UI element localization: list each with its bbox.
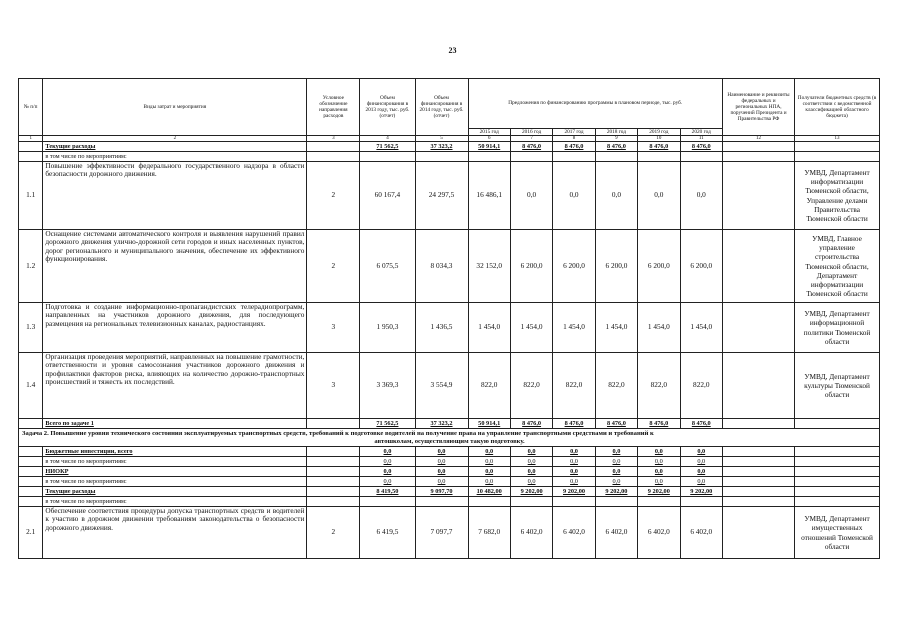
cell-value: 0,0 bbox=[415, 477, 468, 487]
table-row bbox=[19, 507, 880, 559]
cell-value: 0,0 bbox=[360, 477, 415, 487]
task-heading-line: Задача 2. Повышение уровня технического состояния эксплуатируемых транспортных средств, требований к подготовке водителей на получение права на управление транспортными средствами и требований к bbox=[22, 430, 654, 437]
cell-value: 71 562,5 bbox=[360, 419, 415, 429]
cell-value: 0,0 bbox=[360, 447, 415, 457]
table-row bbox=[19, 353, 880, 419]
cell-value: 3 369,3 bbox=[360, 353, 415, 419]
recipient: УМВД, Департамент культуры Тюменской области bbox=[795, 353, 880, 419]
recipient: УМВД, Департамент информатизации Тюменской области, Управление делами Правительства Тюменской области bbox=[795, 162, 880, 230]
cell-value: 6 200,0 bbox=[638, 230, 680, 303]
col-number: 3 bbox=[307, 136, 360, 142]
cell-value: 0,0 bbox=[595, 447, 637, 457]
cell-value: 8 476,0 bbox=[680, 419, 722, 429]
row-label: в том числе по мероприятиям: bbox=[43, 457, 307, 467]
cell-value: 1 454,0 bbox=[553, 303, 595, 353]
recipient: УМВД, Департамент имущественных отношений Тюменской области bbox=[795, 507, 880, 559]
row-label: Текущие расходы bbox=[43, 142, 307, 152]
cell-value: 32 152,0 bbox=[468, 230, 510, 303]
cell-value: 0,0 bbox=[680, 447, 722, 457]
cell-value: 0,0 bbox=[553, 477, 595, 487]
page-number: 23 bbox=[448, 46, 457, 55]
cell-value: 6 419,5 bbox=[360, 507, 415, 559]
cell-value: 0,0 bbox=[680, 457, 722, 467]
cell-value: 0,0 bbox=[510, 457, 552, 467]
cell-value: 1 950,3 bbox=[360, 303, 415, 353]
cell-value: 1 436,5 bbox=[415, 303, 468, 353]
cell-value: 0,0 bbox=[553, 162, 595, 230]
cell-value: 6 200,0 bbox=[595, 230, 637, 303]
row-text: Обеспечение соответствия процедуры допуска транспортных средств и водителей к участию в дорожном движении требованиям законодательства о безопасности дорожного движения. bbox=[43, 507, 307, 559]
table-row bbox=[19, 487, 880, 497]
cell-value: 0,0 bbox=[510, 162, 552, 230]
cell-value: 0,0 bbox=[638, 477, 680, 487]
cell-value: 0,0 bbox=[680, 467, 722, 477]
col-number: 4 bbox=[360, 136, 415, 142]
cell-value: 9 202,00 bbox=[510, 487, 552, 497]
cell-value: 0,0 bbox=[595, 162, 637, 230]
cell-value: 24 297,5 bbox=[415, 162, 468, 230]
cell-value: 0,0 bbox=[553, 447, 595, 457]
cell-value: 0,0 bbox=[468, 457, 510, 467]
cell-value: 0,0 bbox=[638, 467, 680, 477]
col-number: 8 bbox=[553, 136, 595, 142]
table-row bbox=[19, 447, 880, 457]
cell-value: 7 097,7 bbox=[415, 507, 468, 559]
header-year: 2016 год bbox=[510, 129, 552, 136]
cell-value: 37 323,2 bbox=[415, 142, 468, 152]
header-2014: Объем финансирования в 2014 году, тыс. руб. (отчет) bbox=[415, 79, 468, 136]
cell-value: 8 476,0 bbox=[595, 419, 637, 429]
cell-value: 8 476,0 bbox=[553, 419, 595, 429]
table-row bbox=[19, 477, 880, 487]
table-row bbox=[19, 303, 880, 353]
row-label: в том числе по мероприятиям: bbox=[43, 477, 307, 487]
table-row bbox=[19, 429, 880, 447]
col-number: 5 bbox=[415, 136, 468, 142]
row-code: 2 bbox=[307, 507, 360, 559]
recipient: УМВД, Департамент информационной политики Тюменской области bbox=[795, 303, 880, 353]
row-label: Текущие расходы bbox=[43, 487, 307, 497]
cell-value: 6 200,0 bbox=[680, 230, 722, 303]
cell-value: 8 476,0 bbox=[638, 419, 680, 429]
cell-value: 0,0 bbox=[510, 467, 552, 477]
cell-value: 8 476,0 bbox=[510, 419, 552, 429]
cell-value: 6 402,0 bbox=[510, 507, 552, 559]
cell-value: 0,0 bbox=[510, 477, 552, 487]
cell-value: 8 476,0 bbox=[510, 142, 552, 152]
header-num: № п/п bbox=[19, 79, 43, 136]
header-requisites: Наименование и реквизиты федеральных и региональных НПА, поручений Президента и Правительства РФ bbox=[722, 79, 794, 136]
table-row bbox=[19, 457, 880, 467]
row-number: 1.2 bbox=[19, 230, 43, 303]
cell-value: 0,0 bbox=[415, 467, 468, 477]
cell-value: 0,0 bbox=[595, 477, 637, 487]
col-number: 1 bbox=[19, 136, 43, 142]
header-kind: Виды затрат и мероприятия bbox=[43, 79, 307, 136]
col-number: 6 bbox=[468, 136, 510, 142]
header-code: Условное обозначение направления расходов bbox=[307, 79, 360, 136]
cell-value: 822,0 bbox=[680, 353, 722, 419]
cell-value: 9 202,00 bbox=[638, 487, 680, 497]
col-number: 2 bbox=[43, 136, 307, 142]
table-row bbox=[19, 497, 880, 507]
cell-value: 1 454,0 bbox=[595, 303, 637, 353]
cell-value: 50 914,1 bbox=[468, 419, 510, 429]
row-code: 3 bbox=[307, 303, 360, 353]
cell-value: 8 476,0 bbox=[595, 142, 637, 152]
col-number: 11 bbox=[680, 136, 722, 142]
cell-value: 9 202,00 bbox=[553, 487, 595, 497]
cell-value: 6 402,0 bbox=[680, 507, 722, 559]
cell-value: 0,0 bbox=[680, 477, 722, 487]
cell-value: 0,0 bbox=[638, 162, 680, 230]
cell-value: 37 323,2 bbox=[415, 419, 468, 429]
cell-value: 0,0 bbox=[680, 162, 722, 230]
task-heading-line: автошколам, осуществляющим такую подготовку. bbox=[374, 437, 525, 445]
cell-value: 7 682,0 bbox=[468, 507, 510, 559]
cell-value: 0,0 bbox=[595, 457, 637, 467]
table-row bbox=[19, 152, 880, 162]
header-year: 2019 год bbox=[638, 129, 680, 136]
row-text: Повышение эффективности федерального государственного надзора в области безопасности дорожного движения. bbox=[43, 162, 307, 230]
cell-value: 822,0 bbox=[468, 353, 510, 419]
cell-value: 8 476,0 bbox=[553, 142, 595, 152]
row-label: в том числе по мероприятиям: bbox=[43, 497, 307, 507]
cell-value: 9 202,00 bbox=[595, 487, 637, 497]
cell-value: 1 454,0 bbox=[638, 303, 680, 353]
header-recipients: Получатели бюджетных средств (в соответствии с ведомственной классификацией областного бюджета) bbox=[795, 79, 880, 136]
cell-value: 0,0 bbox=[468, 467, 510, 477]
table-row bbox=[19, 419, 880, 429]
cell-value: 3 554,9 bbox=[415, 353, 468, 419]
header-year: 2018 год bbox=[595, 129, 637, 136]
cell-value: 9 097,70 bbox=[415, 487, 468, 497]
table-row bbox=[19, 467, 880, 477]
task-heading bbox=[19, 429, 880, 447]
header-year: 2015 год bbox=[468, 129, 510, 136]
cell-value: 0,0 bbox=[360, 467, 415, 477]
col-number: 7 bbox=[510, 136, 552, 142]
cell-value: 0,0 bbox=[360, 457, 415, 467]
cell-value: 6 200,0 bbox=[510, 230, 552, 303]
cell-value: 822,0 bbox=[553, 353, 595, 419]
row-label: Бюджетные инвестиции, всего bbox=[43, 447, 307, 457]
financing-table bbox=[18, 78, 880, 559]
cell-value: 8 419,50 bbox=[360, 487, 415, 497]
cell-value: 0,0 bbox=[638, 457, 680, 467]
row-number: 1.1 bbox=[19, 162, 43, 230]
cell-value: 822,0 bbox=[638, 353, 680, 419]
header-2013: Объем финансирования в 2013 году, тыс. руб. (отчет) bbox=[360, 79, 415, 136]
col-number: 12 bbox=[722, 136, 794, 142]
row-text: Организация проведения мероприятий, направленных на повышение грамотности, ответственности и уровня самосознания участников дорожного движения и профилактики факторов риска, влияющих на количество дорожно-транспортных происшествий и тяжесть их последствий. bbox=[43, 353, 307, 419]
table-row bbox=[19, 230, 880, 303]
cell-value: 0,0 bbox=[415, 447, 468, 457]
cell-value: 0,0 bbox=[415, 457, 468, 467]
cell-value: 0,0 bbox=[638, 447, 680, 457]
row-code: 2 bbox=[307, 162, 360, 230]
cell-value: 6 075,5 bbox=[360, 230, 415, 303]
cell-value: 8 476,0 bbox=[638, 142, 680, 152]
cell-value: 10 482,00 bbox=[468, 487, 510, 497]
cell-value: 60 167,4 bbox=[360, 162, 415, 230]
col-number: 9 bbox=[595, 136, 637, 142]
header-year: 2017 год bbox=[553, 129, 595, 136]
table-row bbox=[19, 142, 880, 152]
cell-value: 8 476,0 bbox=[680, 142, 722, 152]
cell-value: 822,0 bbox=[510, 353, 552, 419]
row-text: Подготовка и создание информационно-пропагандистских телерадиопрограмм, направленных на участников дорожного движения, для последующего размещения на региональных телевизионных каналах, радиостанциях. bbox=[43, 303, 307, 353]
cell-value: 8 034,3 bbox=[415, 230, 468, 303]
col-number: 13 bbox=[795, 136, 880, 142]
cell-value: 50 914,1 bbox=[468, 142, 510, 152]
cell-value: 6 402,0 bbox=[553, 507, 595, 559]
cell-value: 0,0 bbox=[553, 467, 595, 477]
row-text: Оснащение системами автоматического контроля и выявления нарушений правил дорожного движения улично-дорожной сети городов и иных населенных пунктов, дорог регионального и муниципального значения, обеспечение их эффективного функционирования. bbox=[43, 230, 307, 303]
row-code: 2 bbox=[307, 230, 360, 303]
row-label: Всего по задаче 1 bbox=[43, 419, 307, 429]
row-number: 1.4 bbox=[19, 353, 43, 419]
row-label: в том числе по мероприятиям: bbox=[43, 152, 307, 162]
recipient: УМВД, Главное управление строительства Тюменской области, Департамент информатизации Тюменской области bbox=[795, 230, 880, 303]
cell-value: 0,0 bbox=[468, 447, 510, 457]
cell-value: 0,0 bbox=[510, 447, 552, 457]
cell-value: 16 486,1 bbox=[468, 162, 510, 230]
cell-value: 6 402,0 bbox=[595, 507, 637, 559]
row-code: 3 bbox=[307, 353, 360, 419]
cell-value: 0,0 bbox=[468, 477, 510, 487]
header-proposals: Предложения по финансированию программы в плановом периоде, тыс. руб. bbox=[468, 79, 722, 129]
row-label: НИОКР bbox=[43, 467, 307, 477]
col-number: 10 bbox=[638, 136, 680, 142]
cell-value: 0,0 bbox=[595, 467, 637, 477]
header-year: 2020 год bbox=[680, 129, 722, 136]
table-row bbox=[19, 162, 880, 230]
cell-value: 6 200,0 bbox=[553, 230, 595, 303]
row-number: 1.3 bbox=[19, 303, 43, 353]
cell-value: 9 202,00 bbox=[680, 487, 722, 497]
cell-value: 6 402,0 bbox=[638, 507, 680, 559]
cell-value: 71 562,5 bbox=[360, 142, 415, 152]
cell-value: 0,0 bbox=[553, 457, 595, 467]
cell-value: 1 454,0 bbox=[468, 303, 510, 353]
row-number: 2.1 bbox=[19, 507, 43, 559]
cell-value: 1 454,0 bbox=[680, 303, 722, 353]
cell-value: 1 454,0 bbox=[510, 303, 552, 353]
cell-value: 822,0 bbox=[595, 353, 637, 419]
